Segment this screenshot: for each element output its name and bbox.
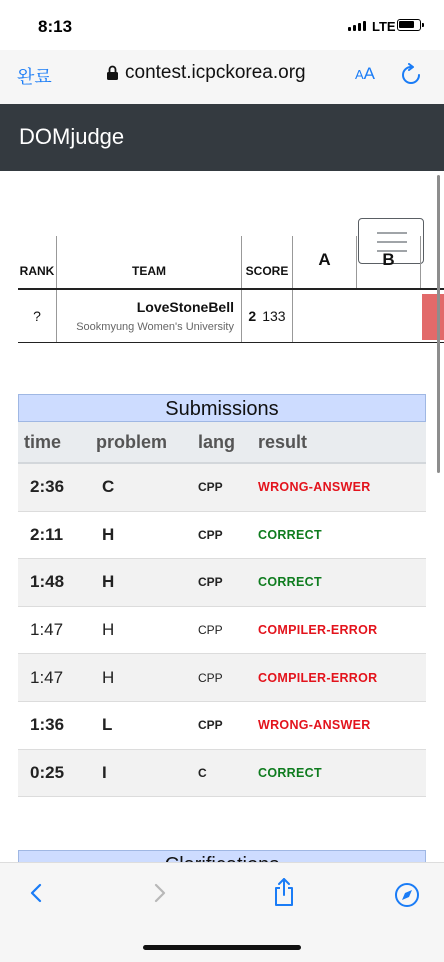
forward-icon[interactable] <box>152 881 168 905</box>
submission-problem: L <box>102 715 113 735</box>
status-bar <box>0 0 444 50</box>
team-cell[interactable] <box>57 290 241 342</box>
submission-time: 1:48 <box>30 572 65 592</box>
submission-lang: CPP <box>198 575 223 590</box>
submissions-table <box>18 394 426 797</box>
submission-lang: C <box>198 765 207 780</box>
problem-header: problem <box>96 431 168 452</box>
submission-time: 1:47 <box>30 620 64 640</box>
team-rank: ? <box>33 308 41 324</box>
submission-result: COMPILER-ERROR <box>258 670 378 685</box>
score-cell <box>242 290 292 342</box>
submission-time: 1:47 <box>30 667 64 687</box>
team-affiliation: Sookmyung Women's University <box>76 321 234 333</box>
submission-problem: H <box>102 524 115 544</box>
submission-result: CORRECT <box>258 765 322 780</box>
scroll-indicator[interactable] <box>437 175 440 473</box>
submission-problem: C <box>102 477 115 497</box>
submissions-header <box>18 422 426 464</box>
submission-row[interactable] <box>18 654 426 702</box>
lock-icon <box>106 65 119 81</box>
submission-time: 1:36 <box>30 715 65 735</box>
battery-icon <box>397 19 421 31</box>
team-name: LoveStoneBell <box>136 299 234 315</box>
team-header: TEAM <box>132 264 166 278</box>
signal-icon <box>348 21 366 31</box>
submission-row[interactable] <box>18 702 426 750</box>
submission-problem: H <box>102 572 115 592</box>
submission-time: 0:25 <box>30 762 65 782</box>
submission-problem: H <box>102 620 115 640</box>
submission-row[interactable] <box>18 512 426 560</box>
reload-icon[interactable] <box>400 63 422 87</box>
problem-a-header[interactable]: A <box>318 250 331 269</box>
rank-header: RANK <box>19 264 55 278</box>
address-field[interactable] <box>106 62 306 84</box>
lang-header: lang <box>198 431 236 452</box>
problem-b-header[interactable]: B <box>382 250 395 269</box>
submission-row[interactable] <box>18 750 426 798</box>
time-header: time <box>24 431 62 452</box>
network-label: LTE <box>372 19 396 34</box>
submission-time: 2:11 <box>30 524 64 544</box>
home-indicator[interactable] <box>143 945 301 950</box>
submission-result: WRONG-ANSWER <box>258 718 371 733</box>
scoreboard-row <box>18 290 444 343</box>
scoreboard-table <box>18 236 444 343</box>
submission-time: 2:36 <box>30 477 65 497</box>
penalty-time: 133 <box>262 308 286 324</box>
text-size-button[interactable]: AA <box>355 64 376 83</box>
done-button[interactable]: 완료 <box>17 67 52 87</box>
site-brand[interactable]: DOMjudge <box>19 124 125 149</box>
submission-row[interactable] <box>18 464 426 512</box>
compass-icon[interactable] <box>394 882 420 908</box>
share-icon[interactable] <box>272 877 296 907</box>
submission-lang: CPP <box>198 670 223 685</box>
submission-lang: CPP <box>198 623 223 638</box>
status-time: 8:13 <box>38 17 73 36</box>
solved-count: 2 <box>248 308 257 324</box>
score-header: SCORE <box>245 264 289 278</box>
problem-cell-failed <box>422 294 444 340</box>
submission-problem: I <box>102 762 107 782</box>
submission-row[interactable] <box>18 607 426 655</box>
submission-problem: H <box>102 667 115 687</box>
submissions-caption: Submissions <box>18 394 426 422</box>
submission-result: CORRECT <box>258 575 322 590</box>
url-text: contest.icpckorea.org <box>125 62 306 83</box>
site-navbar <box>0 104 444 171</box>
submission-result: WRONG-ANSWER <box>258 480 371 495</box>
submissions-rows <box>18 464 426 797</box>
submission-row[interactable] <box>18 559 426 607</box>
submission-result: CORRECT <box>258 527 322 542</box>
result-header: result <box>258 431 308 452</box>
submission-result: COMPILER-ERROR <box>258 623 378 638</box>
submission-lang: CPP <box>198 718 223 733</box>
back-icon[interactable] <box>28 881 44 905</box>
browser-url-bar <box>0 50 444 104</box>
scoreboard-header <box>18 236 444 290</box>
submission-lang: CPP <box>198 480 223 495</box>
submission-lang: CPP <box>198 527 223 542</box>
